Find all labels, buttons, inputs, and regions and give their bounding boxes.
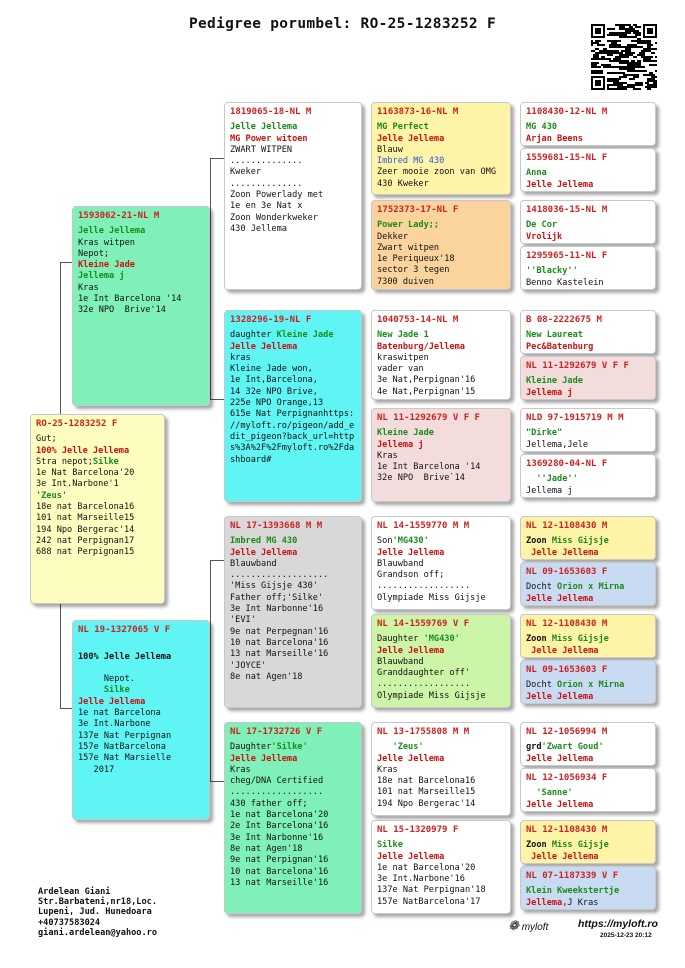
pedigree-line: .................. — [377, 679, 471, 690]
pedigree-line: 2017 — [78, 764, 115, 775]
breeder-address: Str.Barbateni,nr18,Loc. — [38, 897, 157, 908]
pedigree-line: 3e Int.Narbone'1 — [36, 479, 119, 490]
ring-number: NL 17-1393668 M M — [230, 521, 323, 531]
pedigree-line: 430 Kweker — [377, 178, 429, 189]
pigeon-card-ggp-6[interactable] — [371, 722, 511, 816]
pigeon-card-sire[interactable] — [72, 206, 210, 406]
ring-number: NL 17-1732726 V F — [230, 727, 323, 737]
pigeon-card-gggp-5[interactable] — [520, 356, 656, 400]
pedigree-line: //myloft.ro/pigeon/add_e — [230, 420, 355, 431]
pigeon-card-gggp-3[interactable] — [520, 246, 656, 290]
pedigree-line: 1e en 3e Nat x — [230, 201, 303, 212]
pedigree-line: ................... — [230, 570, 329, 581]
pedigree-line: 7300 duiven — [377, 276, 434, 287]
pedigree-line: Jellema,J Kras — [526, 897, 599, 908]
ring-number: NL 11-1292679 V F F — [377, 413, 480, 423]
pedigree-line: Jellema,Jele — [526, 439, 589, 450]
pedigree-line: 8e nat Agen'18 — [230, 671, 303, 682]
pedigree-line: 1e nat Barcelona'20 — [377, 862, 476, 873]
ring-number: NL 13-1755808 M M — [377, 727, 470, 737]
page-title: Pedigree porumbel: RO-25-1283252 F — [188, 16, 496, 32]
pedigree-line: 100% Jelle Jellema — [36, 445, 130, 456]
pigeon-card-gp-2[interactable] — [224, 516, 362, 708]
pedigree-line: shboard# — [230, 454, 272, 465]
pedigree-line: MG 430 — [526, 122, 558, 133]
pigeon-card-gggp-12[interactable] — [520, 722, 656, 766]
pedigree-line: Jelle Jellema — [78, 696, 146, 707]
pedigree-line: grd'Zwart Goud' — [526, 742, 604, 753]
pigeon-card-gggp-4[interactable] — [520, 310, 656, 354]
pedigree-line: 4e Nat,Perpignan'15 — [377, 386, 476, 397]
pedigree-line: 157e NatBarcelona — [78, 741, 166, 752]
pedigree-line: Silke — [377, 840, 403, 851]
pigeon-card-gp-3[interactable] — [224, 722, 362, 914]
pigeon-card-gggp-10[interactable] — [520, 614, 656, 658]
pedigree-line: Jelle Jellema — [377, 851, 445, 862]
ring-number: 1559681-15-NL F — [526, 153, 608, 163]
pedigree-line: 615e Nat Perpignanhttps: — [230, 409, 355, 420]
pedigree-line: 100% Jelle Jellema — [78, 651, 172, 662]
pedigree-line: Jelle Jellema — [230, 753, 298, 764]
pedigree-line: Zeer mooie zoon van OMG — [377, 167, 496, 178]
pedigree-line: 688 nat Perpignan15 — [36, 547, 135, 558]
pedigree-line — [78, 663, 204, 674]
pedigree-line: Kras witpen — [78, 237, 135, 248]
pedigree-line: Jelle Jellema — [230, 547, 298, 558]
ring-number: NL 09-1653603 F — [526, 665, 608, 675]
breeder-contact — [38, 887, 157, 938]
pedigree-line: Jelle Jellema — [230, 122, 298, 133]
pigeon-card-gp-0[interactable] — [224, 102, 362, 290]
pedigree-line: Blauwband — [230, 558, 277, 569]
pigeon-card-ggp-0[interactable] — [371, 102, 511, 195]
pedigree-line: Blauwband — [377, 558, 424, 569]
pedigree-line: "Dirke" — [526, 428, 563, 439]
pedigree-line: Dekker — [377, 231, 409, 242]
pedigree-line: New Jade 1 — [377, 330, 429, 341]
pedigree-line: Kras — [377, 764, 398, 775]
pigeon-card-gggp-8[interactable] — [520, 516, 656, 560]
pigeon-card-gggp-13[interactable] — [520, 768, 656, 812]
pedigree-line: vader van — [377, 364, 424, 375]
pigeon-card-gp-1[interactable] — [224, 310, 362, 502]
pedigree-line: 194 Npo Bergerac'14 — [36, 524, 135, 535]
print-date: 2025-12-23 20:12 — [600, 932, 652, 939]
ring-number: NL 15-1320979 F — [377, 825, 459, 835]
ring-number: 1593062-21-NL M — [78, 211, 160, 221]
pedigree-line — [78, 640, 204, 651]
pedigree-line: Zwart witpen — [377, 242, 440, 253]
pedigree-line: Jelle Jellema — [526, 753, 594, 764]
pedigree-line: ''Blacky'' — [526, 266, 578, 277]
pedigree-line: 1e nat Barcelona — [78, 708, 161, 719]
pedigree-line: 242 nat Perpignan17 — [36, 535, 135, 546]
pedigree-line: Zoon Miss Gijsje — [526, 840, 609, 851]
pedigree-line: Jelle Jellema — [526, 851, 599, 862]
pedigree-line: Jelle Jellema — [377, 133, 445, 144]
pedigree-line: Jellema j — [526, 485, 573, 496]
pedigree-line: .............. — [230, 178, 303, 189]
pedigree-line: Kras — [230, 764, 251, 775]
pedigree-line: 10 nat Barcelona'16 — [230, 637, 329, 648]
pedigree-line: 3e Int.Narbone'16 — [377, 874, 465, 885]
pedigree-line: MG Perfect — [377, 122, 429, 133]
pedigree-line: Zoon Wonderkweker — [230, 212, 318, 223]
pedigree-line: Imbred MG 430 — [377, 156, 445, 167]
pedigree-line: 101 nat Marseille15 — [36, 513, 135, 524]
pedigree-line: New Laureat — [526, 330, 583, 341]
pedigree-line: 9e nat Perpegnan'16 — [230, 626, 329, 637]
ring-number: 1163873-16-NL M — [377, 107, 459, 117]
ring-number: 1108430-12-NL M — [526, 107, 608, 117]
pedigree-line: Jelle Jellema — [526, 593, 594, 604]
pedigree-line: 430 father off; — [230, 798, 308, 809]
pedigree-line: 'EVI' — [230, 615, 256, 626]
pedigree-line: Benno Kastelein — [526, 277, 604, 288]
pedigree-line: 137e Nat Perpignan — [78, 730, 172, 741]
pedigree-line: cheg/DNA Certified — [230, 776, 324, 787]
pigeon-card-gggp-14[interactable] — [520, 820, 656, 864]
pedigree-line: 9e nat Perpignan'16 — [230, 855, 329, 866]
pedigree-line: 1e Int Barcelona '14 — [78, 294, 182, 305]
pedigree-line: kraswitpen — [377, 352, 429, 363]
pedigree-line: Zoon Miss Gijsje — [526, 536, 609, 547]
pedigree-line: Jelle Jellema — [377, 645, 445, 656]
pedigree-line: Daughter'Silke' — [230, 742, 308, 753]
ring-number: 1295965-11-NL F — [526, 251, 608, 261]
pedigree-line: ''Jade'' — [526, 474, 578, 485]
pigeon-card-ggp-7[interactable] — [371, 820, 511, 914]
pedigree-line: Vrolijk — [526, 231, 563, 242]
ring-number: 1040753-14-NL M — [377, 315, 459, 325]
pedigree-line: Nepot; — [78, 248, 110, 259]
pedigree-line: Anna — [526, 168, 547, 179]
pigeon-card-ggp-5[interactable] — [371, 614, 511, 708]
ring-number: 1418036-15-NL M — [526, 205, 608, 215]
pedigree-line: Blauw — [377, 144, 403, 155]
pedigree-line: 32e NPO Brive'14 — [78, 305, 166, 316]
pedigree-line: Olympiade Miss Gijsje — [377, 690, 486, 701]
pedigree-line: Jelle Jellema — [526, 547, 599, 558]
pedigree-line: Zoon Miss Gijsje — [526, 634, 609, 645]
ring-number: NL 14-1559770 M M — [377, 521, 470, 531]
pedigree-line: 'JOYCE' — [230, 660, 267, 671]
pigeon-card-gggp-1[interactable] — [520, 148, 656, 192]
pedigree-line: 10 nat Barcelona'16 — [230, 866, 329, 877]
pigeon-card-gggp-15[interactable] — [520, 866, 656, 910]
pedigree-line: 1e nat Barcelona'20 — [230, 810, 329, 821]
pedigree-line: Power Lady;; — [377, 220, 440, 231]
pedigree-line: Jellema j — [78, 271, 125, 282]
pigeon-card-ggp-3[interactable] — [371, 408, 511, 502]
pedigree-line: sector 3 tegen — [377, 265, 450, 276]
pedigree-line: Zoon Powerlady met — [230, 190, 324, 201]
pedigree-line: Kras — [377, 450, 398, 461]
pedigree-line: 1e Int,Barcelona, — [230, 375, 318, 386]
ring-number: NL 07-1187339 V F — [526, 871, 619, 881]
pedigree-line: s%3A%2F%2Fmyloft.ro%2Fda — [230, 443, 355, 454]
pedigree-line: 'Zeus' — [377, 742, 424, 753]
pedigree-line: Kleine Jade won, — [230, 364, 313, 375]
pedigree-line: .................. — [230, 787, 324, 798]
pedigree-line: Stra nepot;Silke — [36, 456, 119, 467]
pedigree-line: Daughter 'MG430' — [377, 634, 460, 645]
pigeon-card-gggp-6[interactable] — [520, 408, 656, 452]
ring-number: NL 14-1559769 V F — [377, 619, 470, 629]
pedigree-line: Docht Orion x Mirna — [526, 582, 625, 593]
pedigree-line: Jelle Jellema — [526, 799, 594, 810]
pedigree-line: Nepot. — [78, 674, 135, 685]
pedigree-line: dit_pigeon?back_url=http — [230, 431, 355, 442]
pigeon-card-ggp-1[interactable] — [371, 200, 511, 290]
pedigree-line: Kleine Jade — [78, 260, 135, 271]
pedigree-line: 225e NPO Orange,13 — [230, 398, 324, 409]
pedigree-line: Jelle Jellema — [78, 226, 146, 237]
pedigree-line: Son'MG430' — [377, 536, 429, 547]
pedigree-line: Gut; — [36, 434, 57, 445]
pigeon-card-dam[interactable] — [72, 620, 210, 820]
qr-code-icon — [591, 24, 657, 90]
pedigree-line: Kleine Jade — [526, 376, 583, 387]
pedigree-line: Docht Orion x Mirna — [526, 680, 625, 691]
pedigree-line: MG Power witoen — [230, 133, 308, 144]
pedigree-line: 13 nat Marseille'16 — [230, 649, 329, 660]
pedigree-line: 'Sanne' — [526, 788, 573, 799]
pedigree-line: Father off;'Silke' — [230, 592, 324, 603]
pedigree-line: 3e Int Narbonne'16 — [230, 604, 324, 615]
pedigree-line: Jelle Jellema — [230, 341, 298, 352]
pedigree-line: 101 nat Marseille15 — [377, 787, 476, 798]
pigeon-card-gggp-7[interactable] — [520, 454, 656, 498]
pedigree-line: Jelle Jellema — [377, 753, 445, 764]
breeder-email[interactable]: giani.ardelean@yahoo.ro — [38, 927, 157, 938]
pedigree-line: Blauwband — [377, 656, 424, 667]
pedigree-line: .................. — [377, 581, 471, 592]
pedigree-line: 'Zeus' — [36, 490, 68, 501]
pedigree-line: Klein Kweekstertje — [526, 886, 620, 897]
pigeon-card-gggp-0[interactable] — [520, 102, 656, 146]
pedigree-line: daughter Kleine Jade — [230, 330, 334, 341]
pedigree-line: Olympiade Miss Gijsje — [377, 592, 486, 603]
pedigree-line: ZWART WITPEN — [230, 144, 293, 155]
ring-number: 1328296-19-NL F — [230, 315, 312, 325]
pedigree-line: Jellema j — [526, 387, 573, 398]
pigeon-card-subject[interactable] — [30, 414, 165, 604]
ring-number: B 08-2222675 M — [526, 315, 602, 325]
pedigree-line: 157e Nat Marsielle — [78, 753, 172, 764]
pedigree-line: Jellema j — [377, 439, 424, 450]
pedigree-line: 18e nat Barcelona16 — [36, 502, 135, 513]
ring-number: NLD 97-1915719 M M — [526, 413, 624, 423]
breeder-city: Lupeni, Jud. Hunedoara — [38, 907, 152, 918]
pedigree-line: 157e NatBarcelona'17 — [377, 896, 481, 907]
ring-number: NL 12-1108430 M — [526, 825, 608, 835]
brand-url[interactable]: https://myloft.ro — [578, 918, 658, 930]
pedigree-line: .............. — [230, 156, 303, 167]
pedigree-line: Jelle Jellema — [526, 645, 599, 656]
pigeon-card-gggp-2[interactable] — [520, 200, 656, 244]
pedigree-line: Silke — [78, 685, 130, 696]
pedigree-line: 137e Nat Perpignan'18 — [377, 885, 486, 896]
pedigree-line: Granddaughter off' — [377, 668, 471, 679]
pedigree-line: 18e nat Barcelona16 — [377, 776, 476, 787]
pedigree-line: Jelle Jellema — [377, 547, 445, 558]
pedigree-line: 8e nat Agen'18 — [230, 843, 303, 854]
myloft-logo-icon: ❁ myloft — [508, 918, 549, 933]
breeder-name: Ardelean Giani — [38, 887, 111, 897]
pedigree-line: Imbred MG 430 — [230, 536, 298, 547]
pedigree-line: 2e Int Barcelona'16 — [230, 821, 329, 832]
pedigree-line: 3e Int.Narbone — [78, 719, 151, 730]
pedigree-line: 430 Jellema — [230, 223, 287, 234]
pedigree-line: 1e Periqueux'18 — [377, 254, 455, 265]
pigeon-card-ggp-2[interactable] — [371, 310, 511, 400]
pedigree-line: 3e Nat,Perpignan'16 — [377, 375, 476, 386]
pedigree-line: Grandson off; — [377, 570, 445, 581]
ring-number: NL 09-1653603 F — [526, 567, 608, 577]
pedigree-line: 3e Int Narbonne'16 — [230, 832, 324, 843]
pedigree-line: 'Miss Gijsje 430' — [230, 581, 318, 592]
ring-number: NL 12-1056934 F — [526, 773, 608, 783]
pedigree-line: 32e NPO Brive`14 — [377, 473, 465, 484]
connector — [210, 560, 225, 782]
pedigree-line: Pec&Batenburg — [526, 341, 594, 352]
pedigree-line: Kweker — [230, 167, 262, 178]
pedigree-line: 1e Nat Barcelona'20 — [36, 468, 135, 479]
ring-number: NL 19-1327065 V F — [78, 625, 171, 635]
pedigree-line: 1e Int Barcelona '14 — [377, 462, 481, 473]
ring-number: RO-25-1283252 F — [36, 419, 118, 429]
pedigree-line: 194 Npo Bergerac'14 — [377, 798, 476, 809]
ring-number: NL 11-1292679 V F F — [526, 361, 629, 371]
pedigree-line: Kras — [78, 282, 99, 293]
ring-number: 1369280-04-NL F — [526, 459, 608, 469]
connector — [210, 158, 225, 400]
ring-number: 1752373-17-NL F — [377, 205, 459, 215]
pedigree-line: Arjan Beens — [526, 133, 583, 144]
pedigree-line: kras — [230, 352, 251, 363]
pigeon-card-gggp-11[interactable] — [520, 660, 656, 704]
ring-number: NL 12-1056994 M — [526, 727, 608, 737]
pedigree-line: 14 32e NPO Brive, — [230, 386, 318, 397]
pigeon-card-ggp-4[interactable] — [371, 516, 511, 610]
pigeon-card-gggp-9[interactable] — [520, 562, 656, 606]
pedigree-line: Jelle Jellema — [526, 179, 594, 190]
pedigree-line: Kleine Jade — [377, 428, 434, 439]
breeder-phone: +40737583024 — [38, 917, 101, 928]
pedigree-line: Batenburg/Jellema — [377, 341, 465, 352]
pedigree-line: De Cor — [526, 220, 558, 231]
ring-number: NL 12-1108430 M — [526, 619, 608, 629]
ring-number: 1819065-18-NL M — [230, 107, 312, 117]
pedigree-line: Jelle Jellema — [526, 691, 594, 702]
ring-number: NL 12-1108430 M — [526, 521, 608, 531]
pedigree-line: 13 nat Marseille'16 — [230, 877, 329, 888]
